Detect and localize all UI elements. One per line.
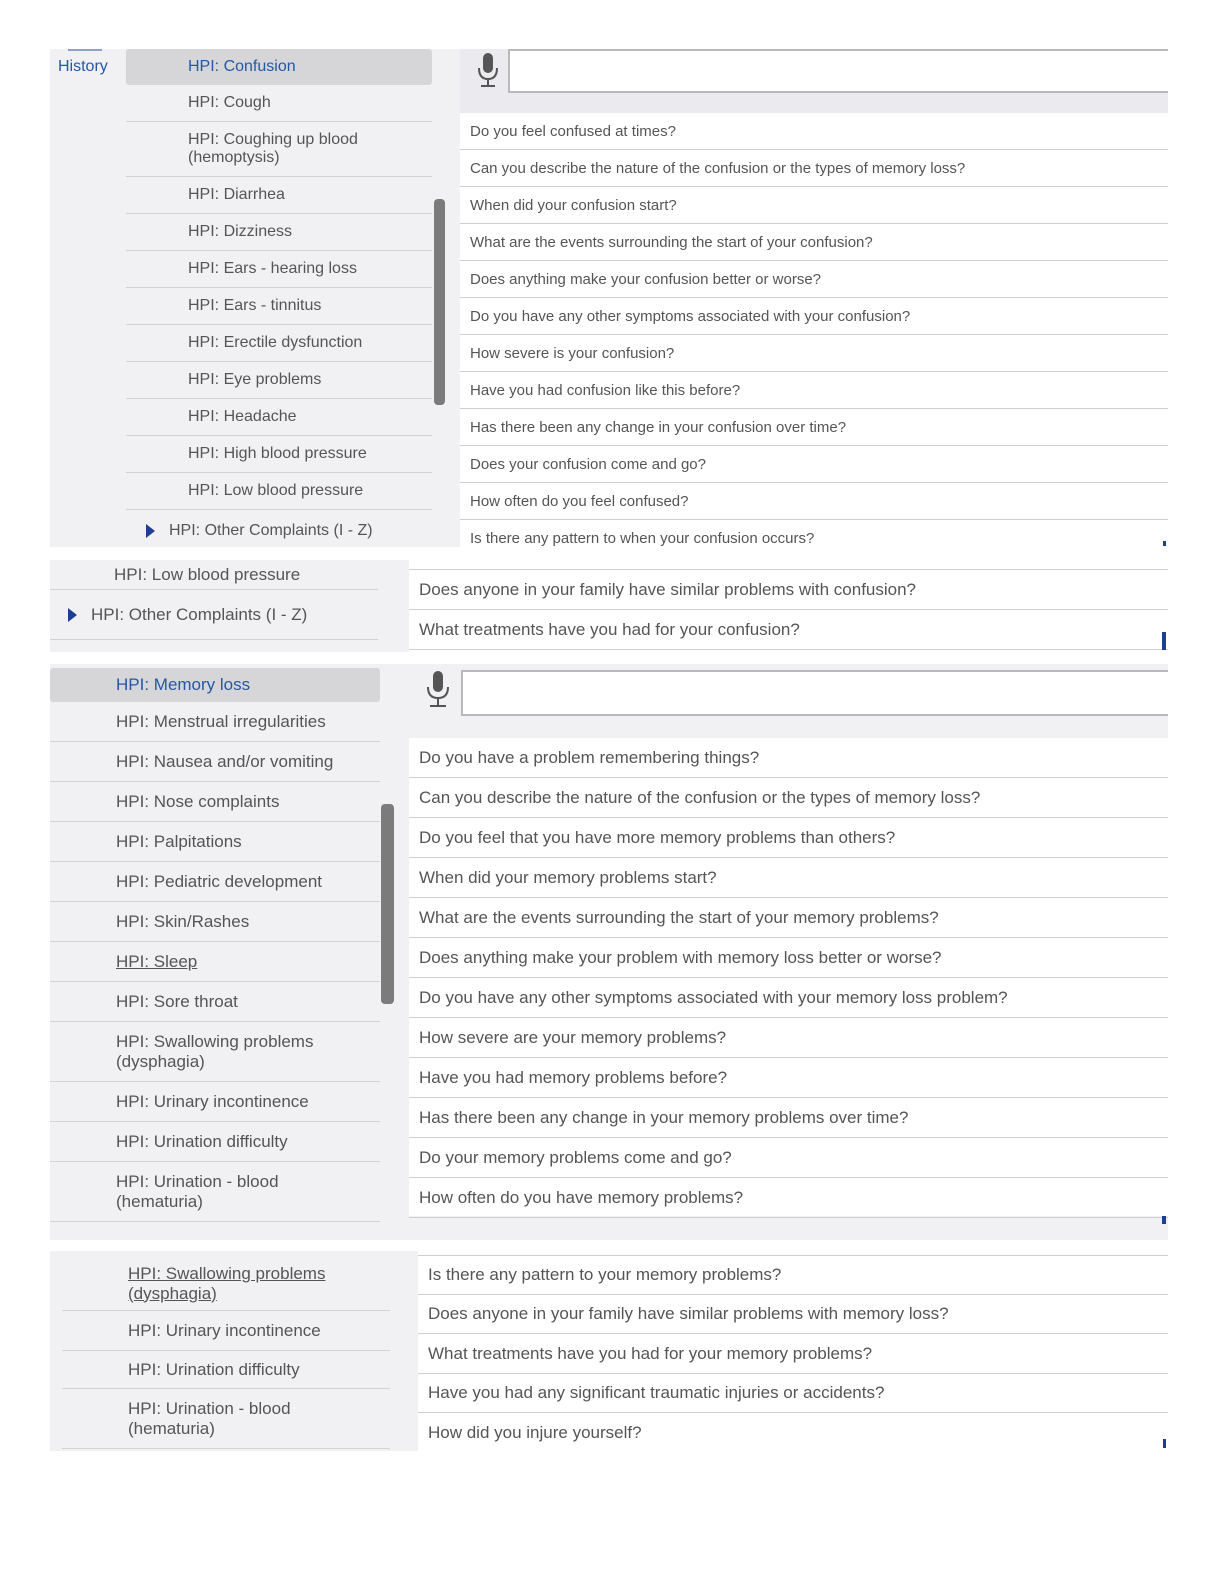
complaint-item-erectile-dysfunction[interactable]: HPI: Erectile dysfunction	[126, 325, 432, 362]
question-item[interactable]: How severe are your memory problems?	[409, 1018, 1168, 1058]
complaint-item-confusion[interactable]: HPI: Confusion	[126, 49, 432, 85]
complaint-item-dizziness[interactable]: HPI: Dizziness	[126, 214, 432, 251]
question-area	[409, 664, 1168, 1224]
complaint-item-cough[interactable]: HPI: Cough	[126, 85, 432, 122]
question-item[interactable]: Have you had memory problems before?	[409, 1058, 1168, 1098]
question-item[interactable]: What are the events surrounding the start of your confusion?	[460, 224, 1168, 261]
complaint-list	[50, 560, 378, 652]
resize-corner-icon	[1163, 1439, 1166, 1448]
question-item[interactable]: Does anyone in your family have similar problems with confusion?	[409, 569, 1168, 610]
microphone-icon[interactable]	[426, 670, 450, 708]
question-list	[409, 738, 1168, 1216]
question-item[interactable]: What treatments have you had for your confusion?	[409, 610, 1168, 650]
voice-search-input[interactable]	[508, 49, 1168, 93]
question-item[interactable]: Do your memory problems come and go?	[409, 1138, 1168, 1178]
expand-arrow-icon	[146, 524, 155, 538]
resize-corner-icon	[1162, 1216, 1166, 1224]
complaint-item-tinnitus[interactable]: HPI: Ears - tinnitus	[126, 288, 432, 325]
question-item[interactable]: Does your confusion come and go?	[460, 446, 1168, 483]
voice-search-input[interactable]	[461, 670, 1168, 716]
complaint-item-skin-rashes[interactable]: HPI: Skin/Rashes	[50, 902, 380, 942]
complaint-item-hematuria[interactable]: HPI: Urination - blood (hematuria)	[62, 1389, 390, 1449]
sidebar-scrollbar[interactable]	[381, 804, 394, 1004]
question-item[interactable]: Does anyone in your family have similar problems with memory loss?	[418, 1295, 1168, 1334]
question-item[interactable]: When did your memory problems start?	[409, 858, 1168, 898]
resize-corner-icon	[1162, 632, 1166, 650]
question-item[interactable]: Do you feel that you have more memory problems than others?	[409, 818, 1168, 858]
resize-corner-icon	[1163, 541, 1166, 546]
sidebar-scrollbar[interactable]	[434, 199, 445, 405]
question-item[interactable]: What are the events surrounding the start of your memory problems?	[409, 898, 1168, 938]
complaint-item-sleep[interactable]: HPI: Sleep	[50, 942, 380, 982]
question-item[interactable]: Does anything make your problem with memory loss better or worse?	[409, 938, 1168, 978]
panel-memory-loss	[50, 664, 1168, 1240]
complaint-sidebar	[50, 49, 460, 547]
complaint-item-nausea-vomiting[interactable]: HPI: Nausea and/or vomiting	[50, 742, 380, 782]
panel-confusion-continued	[50, 560, 1168, 652]
panel-memory-loss-continued	[50, 1251, 1168, 1451]
complaint-item-hearing-loss[interactable]: HPI: Ears - hearing loss	[126, 251, 432, 288]
complaint-item-memory-loss[interactable]: HPI: Memory loss	[50, 668, 380, 702]
question-item[interactable]: Can you describe the nature of the confusion or the types of memory loss?	[409, 778, 1168, 818]
complaint-item-palpitations[interactable]: HPI: Palpitations	[50, 822, 380, 862]
question-area	[418, 1251, 1168, 1451]
question-item[interactable]: Have you had any significant traumatic injuries or accidents?	[418, 1374, 1168, 1413]
complaint-item-hemoptysis[interactable]: HPI: Coughing up blood (hemoptysis)	[126, 122, 432, 177]
question-item[interactable]: Do you feel confused at times?	[460, 113, 1168, 150]
complaint-item-urination-difficulty[interactable]: HPI: Urination difficulty	[62, 1351, 390, 1389]
question-item[interactable]: How often do you have memory problems?	[409, 1178, 1168, 1218]
complaint-group-other[interactable]: HPI: Other Complaints (I - Z)	[50, 590, 378, 640]
question-item[interactable]: How often do you feel confused?	[460, 483, 1168, 520]
complaint-item-menstrual-irregularities[interactable]: HPI: Menstrual irregularities	[50, 702, 380, 742]
question-area	[409, 560, 1168, 652]
question-item[interactable]: Do you have a problem remembering things?	[409, 738, 1168, 778]
complaint-sidebar	[50, 664, 409, 1224]
question-area	[460, 49, 1168, 547]
question-item[interactable]: Has there been any change in your confusion over time?	[460, 409, 1168, 446]
complaint-item-urinary-incontinence[interactable]: HPI: Urinary incontinence	[50, 1082, 380, 1122]
complaint-item-eye-problems[interactable]: HPI: Eye problems	[126, 362, 432, 399]
question-item[interactable]: How did you injure yourself?	[428, 1423, 642, 1442]
question-item[interactable]: Have you had confusion like this before?	[460, 372, 1168, 409]
complaint-item-diarrhea[interactable]: HPI: Diarrhea	[126, 177, 432, 214]
complaint-item-dysphagia[interactable]: HPI: Swallowing problems (dysphagia)	[50, 1022, 380, 1082]
history-tab-indicator	[68, 49, 102, 51]
question-item[interactable]: Is there any pattern to when your confusion occurs?	[470, 530, 815, 547]
complaint-sidebar	[50, 560, 409, 652]
question-item[interactable]: Do you have any other symptoms associated with your confusion?	[460, 298, 1168, 335]
complaint-item-dysphagia[interactable]: HPI: Swallowing problems (dysphagia)	[62, 1257, 390, 1311]
complaint-item-urination-difficulty[interactable]: HPI: Urination difficulty	[50, 1122, 380, 1162]
complaint-item-low-blood-pressure[interactable]: HPI: Low blood pressure	[126, 473, 432, 510]
complaint-group-other[interactable]: HPI: Other Complaints (I - Z)	[126, 512, 432, 547]
question-item[interactable]: Can you describe the nature of the confusion or the types of memory loss?	[460, 150, 1168, 187]
question-item[interactable]: How severe is your confusion?	[460, 335, 1168, 372]
history-tab[interactable]: History	[58, 58, 108, 75]
question-item[interactable]: Do you have any other symptoms associated with your memory loss problem?	[409, 978, 1168, 1018]
question-item[interactable]: When did your confusion start?	[460, 187, 1168, 224]
microphone-icon[interactable]	[477, 52, 499, 88]
complaint-item-headache[interactable]: HPI: Headache	[126, 399, 432, 436]
complaint-item-sore-throat[interactable]: HPI: Sore throat	[50, 982, 380, 1022]
complaint-item-hematuria[interactable]: HPI: Urination - blood (hematuria)	[50, 1162, 380, 1222]
question-item[interactable]: Has there been any change in your memory problems over time?	[409, 1098, 1168, 1138]
question-item[interactable]: Is there any pattern to your memory problems?	[418, 1255, 1168, 1295]
complaint-sidebar	[50, 1251, 418, 1451]
complaint-item-urinary-incontinence[interactable]: HPI: Urinary incontinence	[62, 1311, 390, 1351]
expand-arrow-icon	[68, 608, 77, 622]
panel-confusion	[50, 49, 1168, 547]
question-item[interactable]: Does anything make your confusion better or worse?	[460, 261, 1168, 298]
complaint-item-pediatric-development[interactable]: HPI: Pediatric development	[50, 862, 380, 902]
question-item[interactable]: What treatments have you had for your memory problems?	[418, 1334, 1168, 1374]
complaint-item-nose-complaints[interactable]: HPI: Nose complaints	[50, 782, 380, 822]
complaint-item-high-blood-pressure[interactable]: HPI: High blood pressure	[126, 436, 432, 473]
complaint-item-low-blood-pressure[interactable]: HPI: Low blood pressure	[50, 560, 378, 590]
complaint-list	[126, 49, 432, 547]
